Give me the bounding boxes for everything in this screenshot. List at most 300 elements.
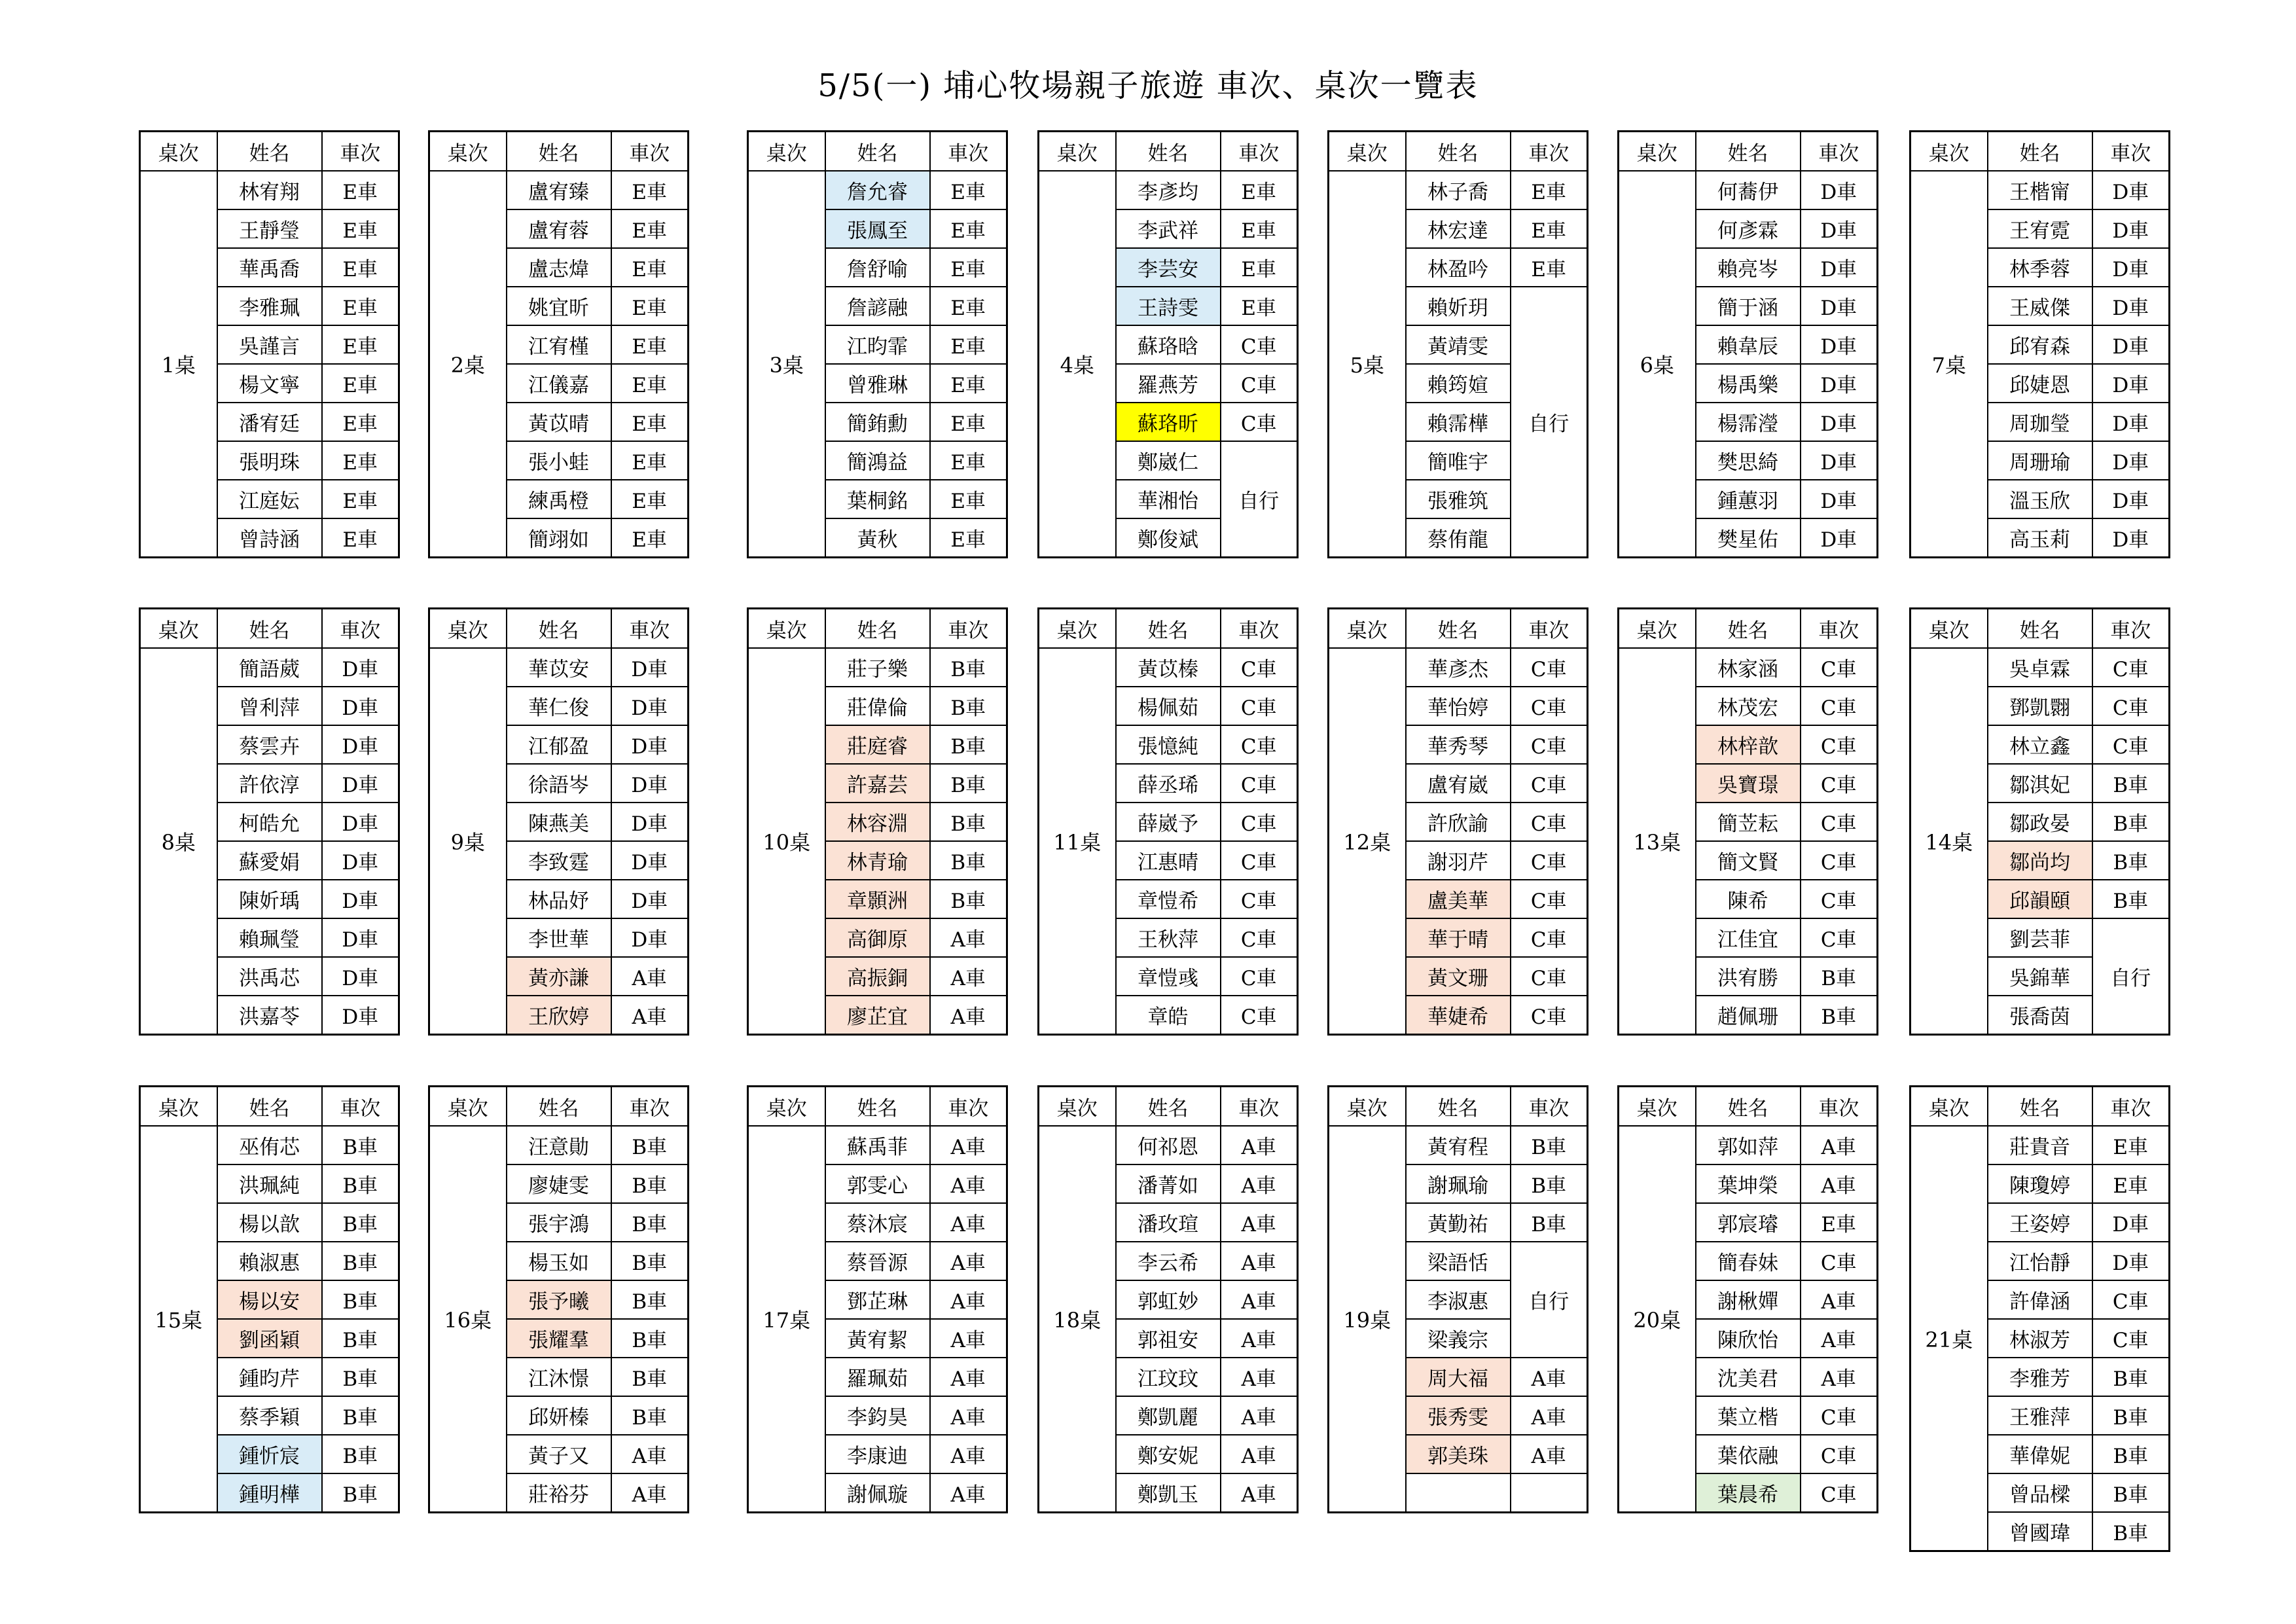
guest-name: 江宥槿 (507, 325, 611, 364)
car-assignment: E車 (930, 441, 1007, 480)
header-table-no: 桌次 (1329, 132, 1406, 171)
car-assignment: C車 (1801, 725, 1878, 764)
guest-name: 洪嘉苓 (217, 996, 322, 1035)
guest-name: 莊庭睿 (825, 725, 930, 764)
car-assignment: C車 (2092, 1319, 2170, 1358)
guest-name: 華于晴 (1406, 918, 1511, 957)
car-assignment: B車 (1511, 1164, 1588, 1203)
car-assignment: C車 (1511, 957, 1588, 996)
car-assignment: E車 (930, 364, 1007, 403)
seating-table (1909, 1085, 2170, 1552)
car-assignment: E車 (930, 403, 1007, 441)
car-assignment: A車 (1801, 1319, 1878, 1358)
header-row (140, 1087, 399, 1127)
guest-name: 溫玉欣 (1988, 480, 2092, 518)
car-assignment: B車 (611, 1319, 689, 1358)
guest-name: 章皓 (1116, 996, 1221, 1035)
table-row (429, 648, 689, 687)
guest-name: 蘇珞昕 (1116, 403, 1221, 441)
car-assignment: A車 (1221, 1473, 1298, 1513)
car-assignment: A車 (611, 1435, 689, 1473)
guest-name: 張憶純 (1116, 725, 1221, 764)
guest-name: 張鳳至 (825, 209, 930, 248)
guest-name: 潘玫瑄 (1116, 1203, 1221, 1242)
table-row (748, 1126, 1007, 1164)
car-assignment: B車 (2092, 1396, 2170, 1435)
guest-name: 簡文賢 (1696, 841, 1801, 880)
guest-name: 姚宜昕 (507, 287, 611, 325)
car-assignment: D車 (2092, 441, 2170, 480)
guest-name: 王宥霓 (1988, 209, 2092, 248)
header-table-no: 桌次 (1619, 1087, 1696, 1127)
guest-name: 張耀羣 (507, 1319, 611, 1358)
guest-name: 沈美君 (1696, 1358, 1801, 1396)
car-assignment: C車 (1511, 648, 1588, 687)
guest-name: 蔡季穎 (217, 1396, 322, 1435)
car-assignment: E車 (930, 518, 1007, 558)
car-assignment: C車 (1511, 996, 1588, 1035)
car-assignment: A車 (1801, 1280, 1878, 1319)
header-car: 車次 (322, 609, 399, 649)
guest-name: 楊以安 (217, 1280, 322, 1319)
guest-name: 莊裕芬 (507, 1473, 611, 1513)
header-name: 姓名 (507, 1087, 611, 1127)
car-assignment: E車 (322, 480, 399, 518)
guest-name: 簡春妹 (1696, 1242, 1801, 1280)
car-assignment: E車 (611, 364, 689, 403)
car-assignment: C車 (1801, 918, 1878, 957)
car-assignment: A車 (930, 1203, 1007, 1242)
guest-name: 黃勤祐 (1406, 1203, 1511, 1242)
table-number: 1桌 (140, 171, 217, 558)
car-assignment: E車 (1511, 248, 1588, 287)
car-assignment: B車 (322, 1280, 399, 1319)
car-assignment: E車 (322, 171, 399, 209)
header-table-no: 桌次 (748, 132, 825, 171)
guest-name: 廖芷宜 (825, 996, 930, 1035)
car-assignment: E車 (611, 325, 689, 364)
header-car: 車次 (2092, 132, 2170, 171)
page-title: 5/5(一) 埔心牧場親子旅遊 車次、桌次一覽表 (817, 67, 1479, 104)
guest-name: 江昀霏 (825, 325, 930, 364)
car-assignment: A車 (930, 1473, 1007, 1513)
car-assignment: B車 (2092, 1512, 2170, 1551)
guest-name: 林立鑫 (1988, 725, 2092, 764)
header-name: 姓名 (1116, 132, 1221, 171)
car-assignment: B車 (930, 841, 1007, 880)
car-assignment: B車 (611, 1203, 689, 1242)
guest-name: 楊禹樂 (1696, 364, 1801, 403)
header-row (1039, 609, 1298, 649)
header-table-no: 桌次 (429, 1087, 507, 1127)
car-assignment: E車 (1511, 209, 1588, 248)
guest-name: 簡語葳 (217, 648, 322, 687)
car-assignment: E車 (1221, 248, 1298, 287)
guest-name: 潘菁如 (1116, 1164, 1221, 1203)
header-table-no: 桌次 (429, 609, 507, 649)
car-assignment: C車 (1221, 841, 1298, 880)
table-number: 14桌 (1910, 648, 1988, 1035)
table-number: 12桌 (1329, 648, 1406, 1035)
guest-name: 曾國瑋 (1988, 1512, 2092, 1551)
car-assignment: B車 (611, 1358, 689, 1396)
seating-table (1037, 607, 1299, 1036)
car-assignment: C車 (1221, 648, 1298, 687)
guest-name: 賴亮岑 (1696, 248, 1801, 287)
car-assignment: B車 (930, 687, 1007, 725)
guest-name: 葉立楷 (1696, 1396, 1801, 1435)
guest-name: 黃子又 (507, 1435, 611, 1473)
car-assignment: A車 (930, 1435, 1007, 1473)
guest-name: 葉坤榮 (1696, 1164, 1801, 1203)
guest-name: 盧美華 (1406, 880, 1511, 918)
guest-name: 劉芸菲 (1988, 918, 2092, 957)
header-table-no: 桌次 (1619, 132, 1696, 171)
guest-name: 周大福 (1406, 1358, 1511, 1396)
header-row (1039, 1087, 1298, 1127)
car-assignment: E車 (2092, 1164, 2170, 1203)
header-row (1910, 1087, 2170, 1127)
guest-name: 李雅珮 (217, 287, 322, 325)
car-assignment: E車 (611, 480, 689, 518)
car-assignment: B車 (930, 803, 1007, 841)
header-car: 車次 (322, 1087, 399, 1127)
guest-name: 蘇珞晗 (1116, 325, 1221, 364)
car-assignment: D車 (1801, 248, 1878, 287)
car-assignment: A車 (1221, 1203, 1298, 1242)
header-car: 車次 (2092, 609, 2170, 649)
car-assignment: B車 (611, 1280, 689, 1319)
table-number: 13桌 (1619, 648, 1696, 1035)
table-number: 16桌 (429, 1126, 507, 1513)
guest-name: 練禹橙 (507, 480, 611, 518)
car-assignment: C車 (2092, 725, 2170, 764)
car-assignment: D車 (611, 918, 689, 957)
guest-name: 林淑芳 (1988, 1319, 2092, 1358)
guest-name: 薛崴予 (1116, 803, 1221, 841)
header-car: 車次 (1221, 1087, 1298, 1127)
car-assignment: B車 (322, 1203, 399, 1242)
car-assignment: C車 (1511, 764, 1588, 803)
guest-name: 徐語岑 (507, 764, 611, 803)
guest-name: 林品妤 (507, 880, 611, 918)
car-assignment: C車 (1801, 1242, 1878, 1280)
car-assignment: B車 (611, 1242, 689, 1280)
guest-name: 鍾昀芹 (217, 1358, 322, 1396)
guest-name: 蔡侑龍 (1406, 518, 1511, 558)
car-assignment: A車 (1221, 1396, 1298, 1435)
guest-name: 江佳宜 (1696, 918, 1801, 957)
car-assignment: A車 (611, 1473, 689, 1513)
car-assignment: E車 (322, 441, 399, 480)
car-assignment: B車 (2092, 1358, 2170, 1396)
guest-name: 林盈吟 (1406, 248, 1511, 287)
car-assignment: D車 (1801, 403, 1878, 441)
guest-name: 李致霆 (507, 841, 611, 880)
car-assignment: B車 (322, 1319, 399, 1358)
guest-name: 洪珮純 (217, 1164, 322, 1203)
guest-name: 郭宸璿 (1696, 1203, 1801, 1242)
car-assignment: E車 (1511, 171, 1588, 209)
car-assignment: C車 (1801, 803, 1878, 841)
guest-name: 黃亦謙 (507, 957, 611, 996)
car-assignment: D車 (322, 725, 399, 764)
header-name: 姓名 (1406, 609, 1511, 649)
car-assignment: A車 (1801, 1164, 1878, 1203)
car-assignment: D車 (611, 880, 689, 918)
header-car: 車次 (930, 1087, 1007, 1127)
guest-name: 陳燕美 (507, 803, 611, 841)
guest-name: 詹諺融 (825, 287, 930, 325)
guest-name: 李武祥 (1116, 209, 1221, 248)
guest-name: 黃秋 (825, 518, 930, 558)
car-assignment: B車 (930, 725, 1007, 764)
car-assignment: B車 (930, 880, 1007, 918)
guest-name: 高玉莉 (1988, 518, 2092, 558)
seating-table (1327, 607, 1588, 1036)
car-assignment: C車 (1221, 325, 1298, 364)
guest-name: 簡于涵 (1696, 287, 1801, 325)
car-assignment: A車 (1221, 1164, 1298, 1203)
guest-name: 蘇愛娟 (217, 841, 322, 880)
guest-name: 葉依融 (1696, 1435, 1801, 1473)
car-assignment: E車 (322, 209, 399, 248)
table-row (140, 648, 399, 687)
car-assignment: A車 (1801, 1126, 1878, 1164)
car-assignment: C車 (1801, 648, 1878, 687)
header-name: 姓名 (1696, 132, 1801, 171)
header-name: 姓名 (1988, 609, 2092, 649)
guest-name: 林容淵 (825, 803, 930, 841)
car-assignment: C車 (1221, 403, 1298, 441)
self-transport-note: 自行 (2092, 918, 2170, 1035)
guest-name: 莊偉倫 (825, 687, 930, 725)
guest-name: 江玟玟 (1116, 1358, 1221, 1396)
guest-name: 鄒淇妃 (1988, 764, 2092, 803)
header-car: 車次 (1221, 609, 1298, 649)
guest-name: 柯皓允 (217, 803, 322, 841)
header-table-no: 桌次 (1910, 1087, 1988, 1127)
guest-name: 陳希 (1696, 880, 1801, 918)
car-assignment: D車 (2092, 480, 2170, 518)
table-row (1910, 1126, 2170, 1164)
guest-name: 王姿婷 (1988, 1203, 2092, 1242)
car-assignment: B車 (1801, 957, 1878, 996)
guest-name: 吳謹言 (217, 325, 322, 364)
guest-name: 李雅芳 (1988, 1358, 2092, 1396)
car-assignment (1511, 1473, 1588, 1513)
guest-name: 陳瓊婷 (1988, 1164, 2092, 1203)
header-row (1329, 1087, 1588, 1127)
guest-name: 何祁恩 (1116, 1126, 1221, 1164)
guest-name: 李彥均 (1116, 171, 1221, 209)
table-number: 17桌 (748, 1126, 825, 1513)
header-row (1910, 609, 2170, 649)
guest-name: 趙佩珊 (1696, 996, 1801, 1035)
header-table-no: 桌次 (140, 132, 217, 171)
guest-name: 鄭凱麗 (1116, 1396, 1221, 1435)
car-assignment: D車 (322, 880, 399, 918)
table-row (429, 1126, 689, 1164)
car-assignment: B車 (930, 648, 1007, 687)
guest-name: 盧志煒 (507, 248, 611, 287)
car-assignment: E車 (1801, 1203, 1878, 1242)
car-assignment: D車 (322, 687, 399, 725)
table-row (748, 648, 1007, 687)
guest-name: 鄭凱玉 (1116, 1473, 1221, 1513)
seating-table (1617, 130, 1878, 558)
car-assignment: E車 (322, 403, 399, 441)
guest-name: 何彥霖 (1696, 209, 1801, 248)
car-assignment: D車 (322, 841, 399, 880)
guest-name: 郭虹妙 (1116, 1280, 1221, 1319)
guest-name: 鄭崴仁 (1116, 441, 1221, 480)
guest-name: 郭祖安 (1116, 1319, 1221, 1358)
self-transport-note: 自行 (1511, 287, 1588, 558)
header-name: 姓名 (1116, 609, 1221, 649)
header-car: 車次 (611, 132, 689, 171)
header-row (140, 132, 399, 171)
car-assignment: E車 (930, 209, 1007, 248)
guest-name: 謝楸嬋 (1696, 1280, 1801, 1319)
guest-name: 廖婕雯 (507, 1164, 611, 1203)
car-assignment: B車 (611, 1126, 689, 1164)
header-car: 車次 (1801, 132, 1878, 171)
guest-name: 林宏達 (1406, 209, 1511, 248)
guest-name: 郭雯心 (825, 1164, 930, 1203)
car-assignment: B車 (2092, 1473, 2170, 1512)
car-assignment: A車 (930, 1164, 1007, 1203)
car-assignment: C車 (1221, 725, 1298, 764)
header-name: 姓名 (217, 132, 322, 171)
guest-name: 林季蓉 (1988, 248, 2092, 287)
car-assignment: B車 (1511, 1126, 1588, 1164)
header-table-no: 桌次 (1619, 609, 1696, 649)
car-assignment: E車 (930, 171, 1007, 209)
guest-name: 劉函穎 (217, 1319, 322, 1358)
guest-name: 王秋萍 (1116, 918, 1221, 957)
guest-name: 薛丞琋 (1116, 764, 1221, 803)
guest-name: 莊子樂 (825, 648, 930, 687)
car-assignment: B車 (2092, 880, 2170, 918)
car-assignment: B車 (1511, 1203, 1588, 1242)
car-assignment: C車 (1221, 687, 1298, 725)
car-assignment: A車 (611, 957, 689, 996)
car-assignment: A車 (930, 957, 1007, 996)
car-assignment: C車 (1221, 996, 1298, 1035)
header-name: 姓名 (825, 1087, 930, 1127)
table-number: 20桌 (1619, 1126, 1696, 1513)
car-assignment: A車 (930, 1242, 1007, 1280)
header-table-no: 桌次 (1329, 609, 1406, 649)
seating-table (1327, 130, 1588, 558)
guest-name: 賴淑惠 (217, 1242, 322, 1280)
guest-name: 楊佩茹 (1116, 687, 1221, 725)
table-number: 8桌 (140, 648, 217, 1035)
car-assignment: D車 (1801, 209, 1878, 248)
car-assignment: D車 (322, 648, 399, 687)
car-assignment: D車 (2092, 325, 2170, 364)
header-name: 姓名 (1406, 132, 1511, 171)
guest-name: 莊貴音 (1988, 1126, 2092, 1164)
header-car: 車次 (1801, 609, 1878, 649)
guest-name: 華偉妮 (1988, 1435, 2092, 1473)
car-assignment: A車 (1511, 1358, 1588, 1396)
guest-name: 梁語恬 (1406, 1242, 1511, 1280)
guest-name: 華彥杰 (1406, 648, 1511, 687)
car-assignment: C車 (2092, 1280, 2170, 1319)
header-table-no: 桌次 (1039, 609, 1116, 649)
guest-name: 曾品樑 (1988, 1473, 2092, 1512)
guest-name: 林子喬 (1406, 171, 1511, 209)
car-assignment: E車 (1221, 171, 1298, 209)
header-row (1619, 609, 1878, 649)
table-number: 9桌 (429, 648, 507, 1035)
guest-name: 張宇鴻 (507, 1203, 611, 1242)
car-assignment: A車 (930, 1396, 1007, 1435)
car-assignment: D車 (2092, 287, 2170, 325)
header-table-no: 桌次 (1329, 1087, 1406, 1127)
car-assignment: E車 (322, 518, 399, 558)
car-assignment: C車 (1221, 880, 1298, 918)
guest-name: 華仁俊 (507, 687, 611, 725)
guest-name: 黃宥程 (1406, 1126, 1511, 1164)
guest-name: 黃靖雯 (1406, 325, 1511, 364)
guest-name: 賴妡玥 (1406, 287, 1511, 325)
self-transport-note: 自行 (1511, 1242, 1588, 1358)
car-assignment: D車 (611, 648, 689, 687)
guest-name: 蔡晉源 (825, 1242, 930, 1280)
header-name: 姓名 (1988, 1087, 2092, 1127)
guest-name: 蔡沐宸 (825, 1203, 930, 1242)
guest-name: 賴霈樺 (1406, 403, 1511, 441)
seating-table (747, 130, 1008, 558)
guest-name: 王靜瑩 (217, 209, 322, 248)
car-assignment: E車 (1221, 287, 1298, 325)
car-assignment: D車 (2092, 248, 2170, 287)
car-assignment: E車 (611, 171, 689, 209)
guest-name: 鄭俊斌 (1116, 518, 1221, 558)
guest-name: 華禹喬 (217, 248, 322, 287)
guest-name: 鍾忻宸 (217, 1435, 322, 1473)
guest-name: 華怡婷 (1406, 687, 1511, 725)
guest-name: 樊星佑 (1696, 518, 1801, 558)
guest-name: 張明珠 (217, 441, 322, 480)
seating-table (428, 607, 689, 1036)
guest-name: 張小蛙 (507, 441, 611, 480)
guest-name: 江沐憬 (507, 1358, 611, 1396)
car-assignment: C車 (2092, 648, 2170, 687)
seating-table (1909, 130, 2170, 558)
car-assignment: D車 (1801, 518, 1878, 558)
guest-name: 林青瑜 (825, 841, 930, 880)
car-assignment: C車 (1221, 918, 1298, 957)
car-assignment: D車 (322, 918, 399, 957)
table-number: 4桌 (1039, 171, 1116, 558)
header-row (748, 132, 1007, 171)
guest-name: 李鈞昊 (825, 1396, 930, 1435)
car-assignment: E車 (930, 248, 1007, 287)
guest-name: 簡翊如 (507, 518, 611, 558)
guest-name: 王楷甯 (1988, 171, 2092, 209)
table-row (429, 171, 689, 209)
guest-name: 江惠晴 (1116, 841, 1221, 880)
table-row (748, 171, 1007, 209)
guest-name: 羅燕芳 (1116, 364, 1221, 403)
guest-name: 張予曦 (507, 1280, 611, 1319)
guest-name: 洪禹芯 (217, 957, 322, 996)
header-row (1619, 1087, 1878, 1127)
